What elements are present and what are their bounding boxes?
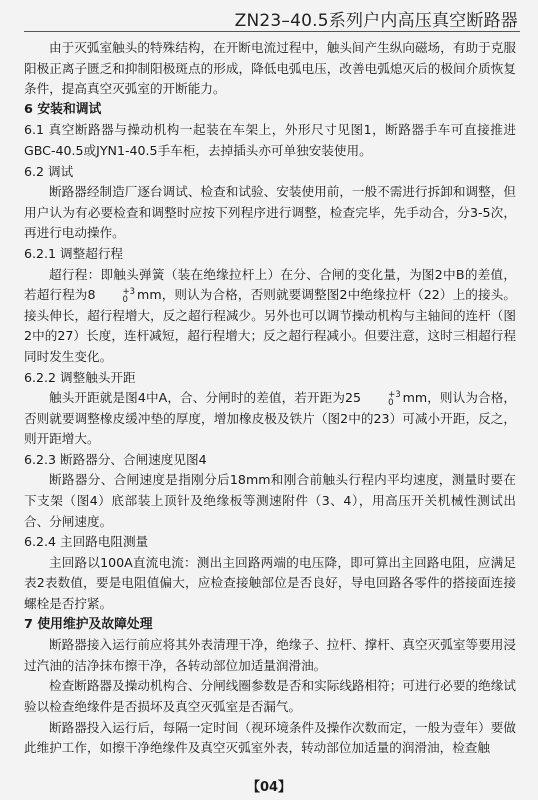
section-7-paragraph-2: 检查断路器及操动机构合、分闸线圈参数是否和实际线路相符；可进行必要的绝缘试验以检查绝缘件是否损坏及真空灭弧室是否漏气。 [24,678,516,714]
header-rule [24,31,520,32]
intro-paragraph: 由于灭弧室触头的特殊结构，在开断电流过程中，触头间产生纵向磁场，有助于克服阳极正离子匮乏和抑制阳极斑点的形成，降低电弧电压，改善电弧熄灭后的极间介质恢复条件，提高真空灭弧室的开断能力。 [24,40,516,97]
contact-gap-tolerance-lower: 0 [388,397,394,408]
section-6-heading: 6 安装和调试 [24,101,102,117]
contact-gap-text-after: mm，则认为合格，否则就要调整橡皮缓冲垫的厚度，增加橡皮极及铁片（图2中的23）可减小开距，反之，则开距增大。 [24,390,516,447]
section-6-2-paragraph: 断路器经制造厂逐台调试、检查和试验、安装使用前，一般不需进行拆卸和调整，但用户认为有必要检查和调整时应按下列程序进行调整，检查完毕，先手动合，分3-5次，再进行电动操作。 [24,184,516,241]
section-6-2-heading: 6.2 调试 [24,163,74,179]
contact-gap-tolerance-upper: +3 [388,389,401,400]
overtravel-text-after: mm，则认为合格，否则就要调整图2中绝缘拉杆（22）上的接头。接头伸长，超行程增大，反之超行程减少。另外也可以调节操动机构与主轴间的连杆（图2中的27）长度，连杆减短，超行程增大；反之超行程减小。但要注意，这时三相超行程同时发生变化。 [24,287,517,364]
section-7-heading: 7 使用维护及故障处理 [24,616,153,632]
page-number: 【04】 [246,780,292,795]
section-6-2-3-heading: 6.2.3 断路器分、合闸速度见图4 [24,451,207,467]
document-body [24,38,516,759]
overtravel-tolerance-upper: +3 [122,286,136,297]
section-6-2-4-paragraph: 主回路以100A直流电流：测出主回路两端的电压降，即可算出主回路电阻，应满足表2表数值，要是电阻值偏大，应检查接触部位是否良好，导电回路各零件的搭接面连接螺栓是否拧紧。 [24,554,516,612]
overtravel-paragraph [24,265,516,368]
overtravel-tolerance-lower: 0 [122,294,128,305]
contact-gap-text-before: 触头开距就是图4中A，合、分闸时的差值，若开距为 [49,390,346,406]
section-7-paragraph-1: 断路器接入运行前应将其外表清理干净，绝缘子、拉杆、撑杆、真空灭弧室等要用浸过汽油的洁净抹布擦干净，各转动部位加适量润滑油。 [24,637,516,673]
overtravel-text-before: 超行程：即触头弹簧（装在绝缘拉杆上）在分、合闸的变化量，为图2中B的差值，若超行程为 [24,266,516,303]
contact-gap-tolerance [363,391,401,407]
contact-gap-paragraph [24,388,516,450]
page-header [0,0,538,33]
section-6-1-paragraph: 6.1 真空断路器与操动机构一起装在车架上，外形尺寸见图1，断路器手车可直接推进GBC-40.5或JYN1-40.5手车柜，去掉插头亦可单独安装使用。 [24,122,516,158]
section-6-2-3-paragraph: 断路器分、合闸速度是指刚分后18mm和刚合前触头行程内平均速度，测量时要在下支架（图4）底部装上顶针及绝缘板等测速附件（3、4），用高压开关机械性测试出合、分闸速度。 [24,472,516,529]
section-7-paragraph-3: 断路器投入运行后，每隔一定时间（视环境条件及操作次数而定，一般为壹年）要做此维护工作，如擦干净绝缘件及真空灭弧室外表，转动部位加适量的润滑油，检查触 [24,719,516,756]
section-6-2-1-heading: 6.2.1 调整超行程 [24,245,124,261]
overtravel-base-value: 8 [87,287,96,303]
contact-gap-base-value: 25 [345,390,362,406]
section-6-2-2-heading: 6.2.2 调整触头开距 [24,369,136,385]
overtravel-tolerance [98,288,136,304]
section-6-2-4-heading: 6.2.4 主回路电阻测量 [24,534,149,550]
header-title: ZN23–40.5系列户内高压真空断路器 [234,11,518,31]
